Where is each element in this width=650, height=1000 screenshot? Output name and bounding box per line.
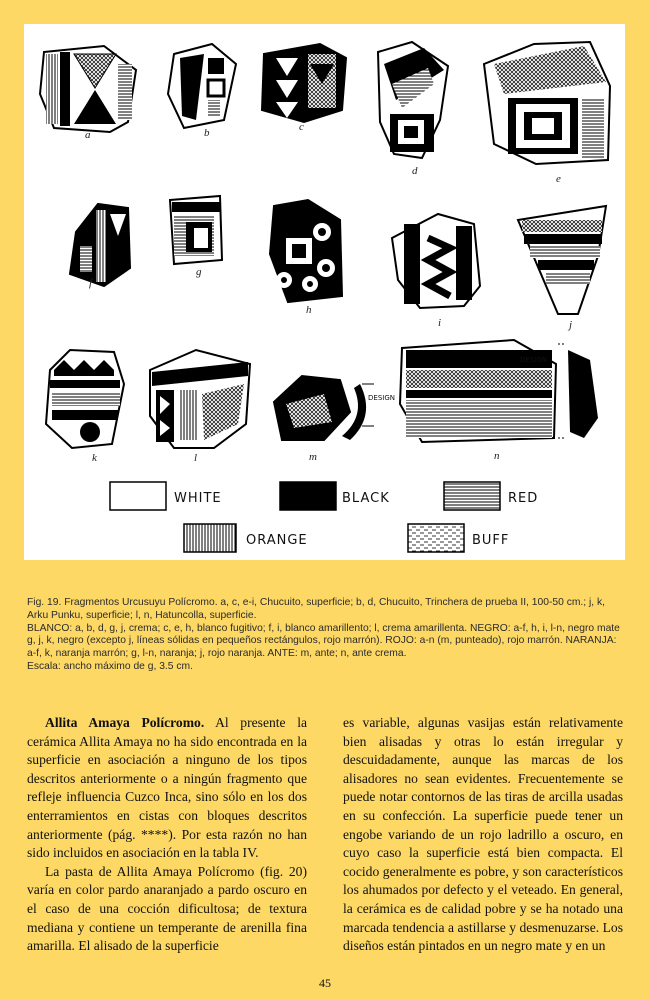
fragment-n — [400, 340, 598, 442]
label-i: i — [438, 317, 442, 329]
design-label-m: DESIGN — [368, 394, 395, 402]
legend — [110, 482, 538, 552]
label-n: n — [494, 450, 500, 462]
svg-text:RED — [508, 491, 538, 506]
svg-text:k — [92, 452, 98, 464]
fragment-f — [70, 204, 130, 286]
svg-text:DESIGN — [520, 356, 547, 364]
fragment-a — [40, 46, 136, 132]
legend-buff: BUFF — [472, 533, 510, 548]
fragment-m — [274, 376, 395, 440]
caption-line-3: Escala: ancho máximo de g, 3.5 cm. — [27, 660, 193, 672]
fragment-e — [484, 42, 610, 164]
svg-text:a — [85, 129, 91, 141]
legend-red: RED — [508, 491, 539, 506]
label-d: d — [412, 165, 418, 177]
fragment-b — [168, 44, 236, 128]
svg-text:ORANGE — [246, 533, 308, 548]
legend-swatch-buff — [408, 524, 464, 552]
legend-black: BLACK — [342, 491, 390, 506]
fragment-h — [270, 200, 342, 302]
legend-orange: ORANGE — [246, 533, 308, 548]
svg-text:l — [194, 452, 197, 464]
figure-plate — [24, 24, 625, 560]
svg-text:n — [494, 450, 500, 462]
label-a: a — [85, 129, 91, 141]
label-b: b — [204, 127, 210, 139]
fragment-l — [150, 350, 250, 448]
svg-text:b — [204, 127, 210, 139]
section-heading: Allita Amaya Polícromo. — [45, 715, 205, 730]
fragment-g — [170, 196, 222, 264]
label-g: g — [196, 266, 202, 278]
fragment-k — [46, 350, 124, 448]
svg-text:BUFF — [472, 533, 509, 548]
svg-text:WHITE — [174, 491, 222, 506]
fragment-d — [378, 42, 448, 158]
legend-swatch-white — [110, 482, 166, 510]
legend-swatch-black — [280, 482, 336, 510]
legend-swatch-red — [444, 482, 500, 510]
fragment-i — [392, 214, 480, 308]
svg-text:h — [306, 304, 312, 316]
svg-text:g — [196, 266, 202, 278]
page-number: 45 — [319, 976, 331, 990]
pottery-fragments-drawing — [24, 24, 625, 560]
label-h: h — [306, 304, 312, 316]
label-j: j — [569, 319, 573, 331]
label-f: f — [89, 277, 93, 289]
paragraph-text: Al presente la cerámica Allita Amaya no ha sido encontrada en la superficie en asociación a ninguno de los tipos descritos anteriormente o a ningún fragmento que refleje influencia Cuzco Inca, sino sólo en los dos enterramientos en cistas con bloques descritos anteriormente (pág. ****). Por esta razón no han sido incluidos en asociación en la tabla IV. — [27, 715, 307, 861]
svg-text:i — [438, 317, 441, 329]
legend-white: WHITE — [174, 491, 222, 506]
label-c: c — [299, 121, 304, 133]
svg-text:e — [556, 173, 561, 185]
paragraph-continued: es variable, algunas vasijas están relativamente bien alisadas y otras lo están irregular y descuidadamente, aunque las marcas de los alisadores no sean evidentes. Frecuentemente se puede notar contornos de las tiras de arcilla usadas en su confección. La superficie puede tener un engobe variando de un rojo ladrillo a oscuro, en cuyo caso la superficie está bien compacta. El cocido generalmente es pobre, y son característicos los ahumados por defecto y el veteado. En general, la cerámica es de calidad pobre y se ha notado una marcada tendencia a astillarse y desmenuzarse. Los diseños están pintados en un negro mate y en un — [343, 715, 623, 954]
text-column-left — [27, 714, 307, 956]
svg-text:d — [412, 165, 418, 177]
fragment-c — [262, 44, 346, 122]
svg-text:j — [567, 319, 572, 331]
design-label-n: DESIGN — [520, 356, 547, 364]
paragraph-pasta: La pasta de Allita Amaya Polícromo (fig. 20) varía en color pardo anaranjado a pardo oscuro en el caso de una cocción dificultosa; de textura mediana y contiene un temperante de arenilla fina amarilla. El alisado de la superficie — [27, 863, 307, 954]
caption-line-2: BLANCO: a, b, d, g, j, crema; c, e, h, blanco fugitivo; f, i, blanco amarillento; l, crema amarillenta. NEGRO: a-f, h, i, l-n, negro mate g, j, k, negro (excepto j, líneas sólidas en pequeños rectángulos, rojo marrón). ROJO: a-n (m, punteado), rojo marrón. NARANJA: a-f, k, naranja marrón; g, l-n, naranja; j, rojo naranja. ANTE: m, ante; n, ante crema. — [27, 622, 620, 660]
paragraph-allita-amaya — [27, 714, 307, 863]
svg-text:DESIGN — [368, 394, 395, 402]
fragment-j — [518, 206, 606, 314]
svg-text:m — [309, 451, 317, 463]
legend-swatch-orange — [184, 524, 236, 552]
label-e: e — [556, 173, 561, 185]
svg-text:BLACK — [342, 491, 390, 506]
label-m: m — [309, 451, 317, 463]
svg-text:c — [299, 121, 304, 133]
label-l: l — [194, 452, 198, 464]
label-k: k — [92, 452, 97, 464]
text-column-right — [343, 714, 623, 956]
caption-line-1: Fig. 19. Fragmentos Urcusuyu Polícromo. a, c, e-i, Chucuito, superficie; b, d, Chucuito, Trinchera de prueba II, 100-50 cm.; j, k, Arku Punku, superficie; l, n, Hatuncolla, superficie. — [27, 597, 606, 621]
figure-caption — [27, 597, 627, 674]
